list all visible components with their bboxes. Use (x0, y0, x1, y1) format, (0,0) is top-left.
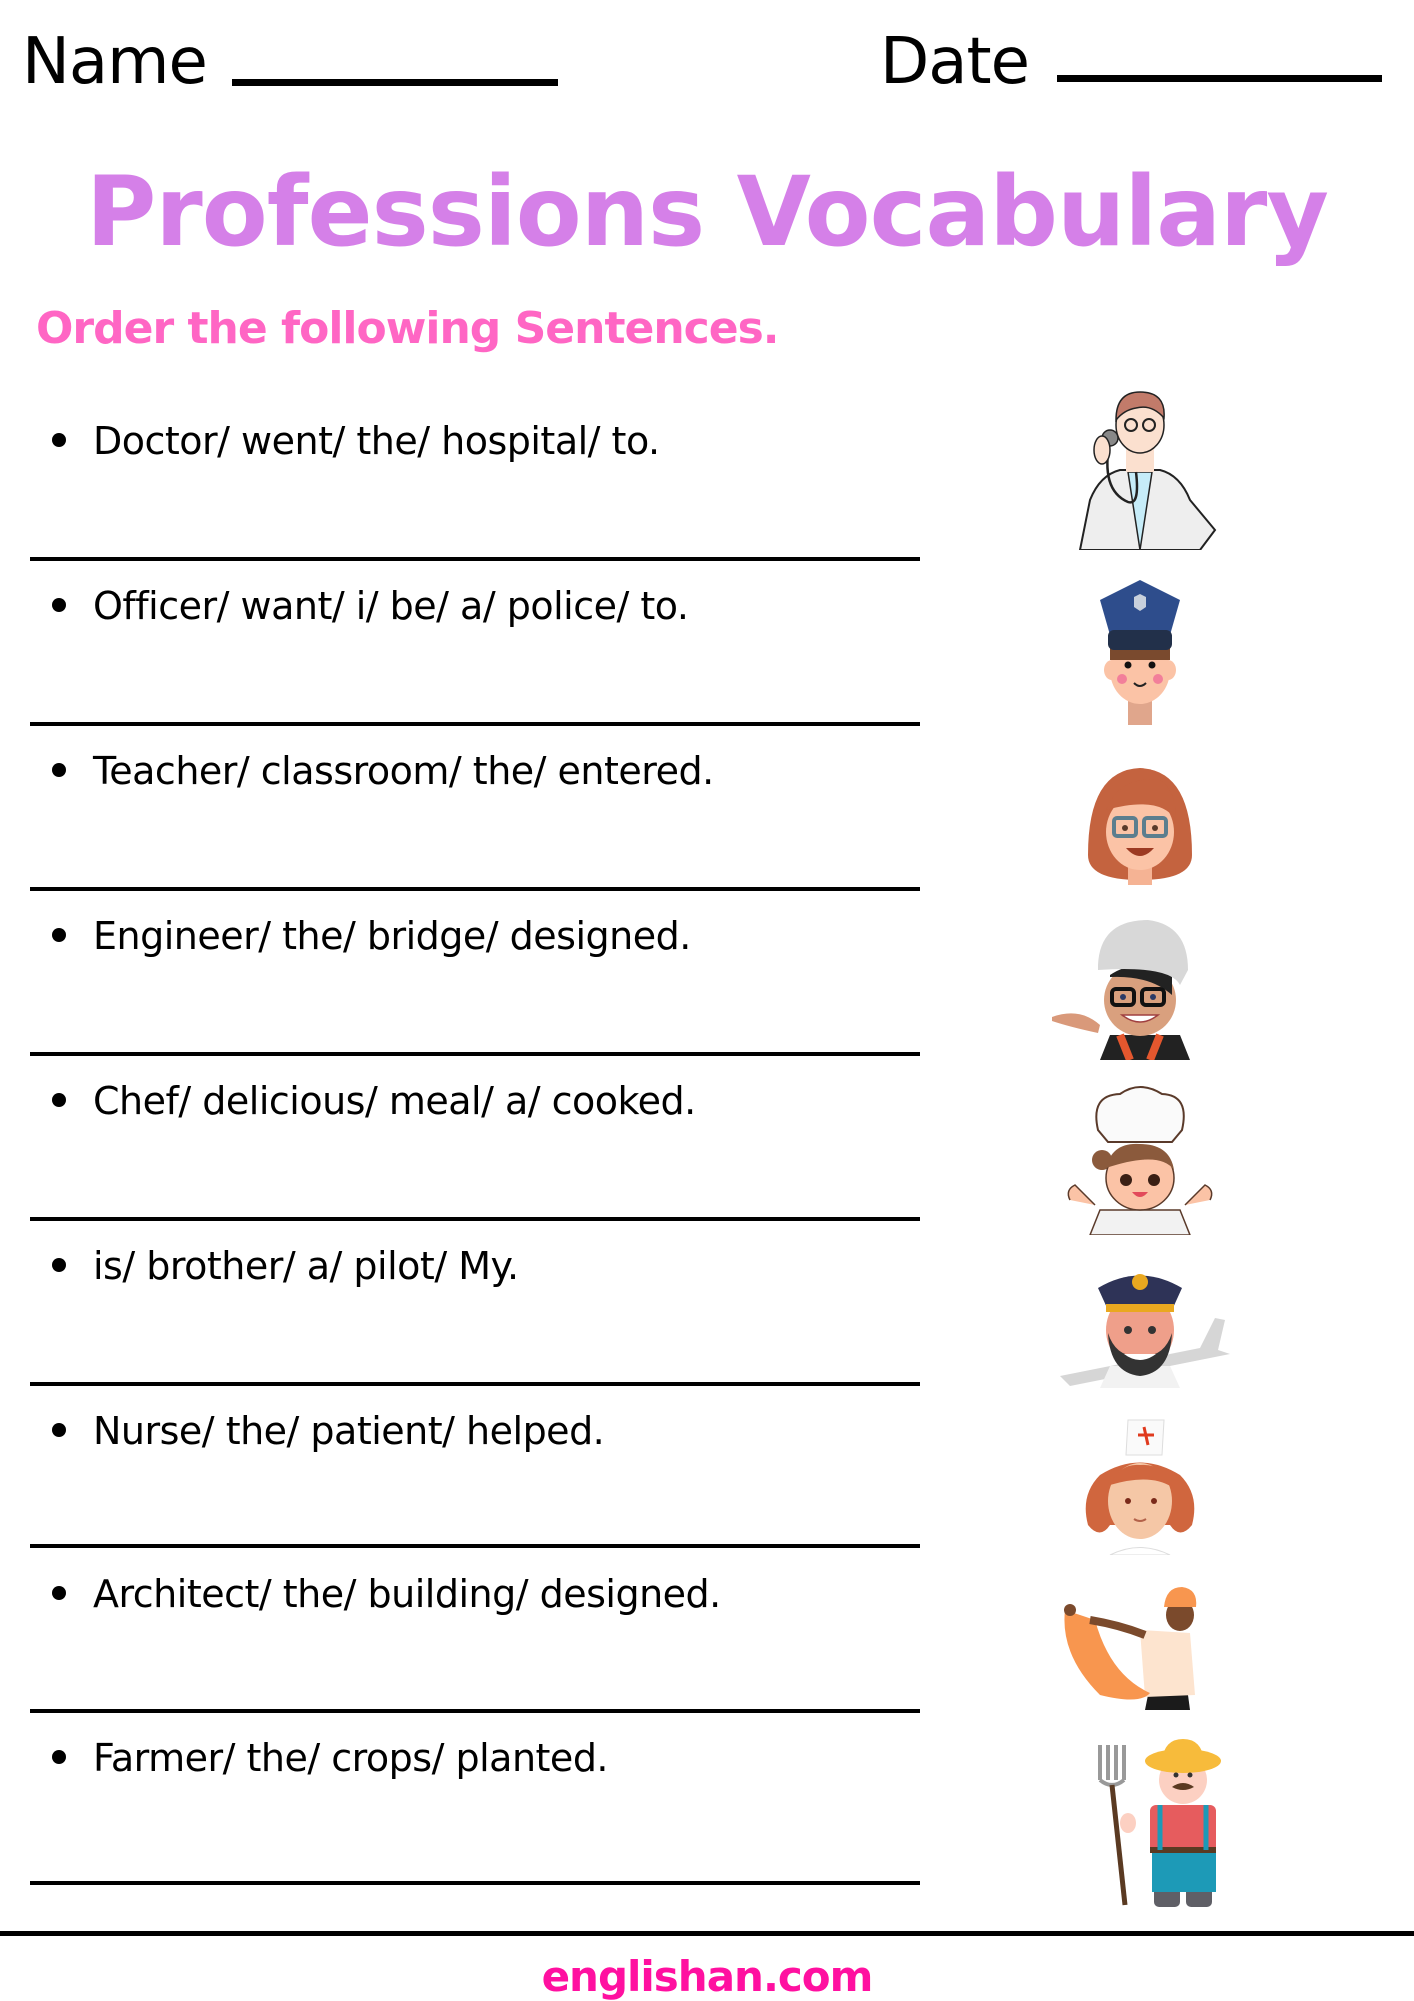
bullet-icon (52, 1750, 66, 1764)
bullet-icon (52, 1093, 66, 1107)
teacher-illustration-icon (1040, 750, 1240, 900)
name-label: Name (22, 25, 207, 99)
bullet-icon (52, 928, 66, 942)
answer-line[interactable] (30, 1881, 920, 1885)
question-text: Teacher/ classroom/ the/ entered. (93, 749, 714, 793)
police-officer-illustration-icon (1040, 575, 1240, 725)
bullet-icon (52, 433, 66, 447)
question-text: is/ brother/ a/ pilot/ My. (93, 1244, 519, 1288)
pilot-illustration-icon (1040, 1258, 1240, 1388)
question-item (30, 725, 920, 895)
question-item (30, 1712, 920, 1887)
question-item (30, 560, 920, 730)
question-text: Officer/ want/ i/ be/ a/ police/ to. (93, 584, 689, 628)
bullet-icon (52, 763, 66, 777)
name-field-line[interactable] (232, 79, 558, 86)
question-item (30, 1055, 920, 1225)
question-text: Engineer/ the/ bridge/ designed. (93, 914, 691, 958)
instruction-heading: Order the following Sentences. (36, 303, 779, 354)
bullet-icon (52, 1586, 66, 1600)
question-item (30, 395, 920, 565)
chef-illustration-icon (1040, 1080, 1240, 1235)
question-text: Nurse/ the/ patient/ helped. (93, 1409, 605, 1453)
page-title: Professions Vocabulary (86, 156, 1328, 268)
question-text: Doctor/ went/ the/ hospital/ to. (93, 419, 660, 463)
date-field-line[interactable] (1057, 75, 1382, 82)
bullet-icon (52, 1258, 66, 1272)
question-item (30, 1220, 920, 1390)
bullet-icon (52, 598, 66, 612)
question-item (30, 1548, 920, 1718)
footer-divider (0, 1931, 1414, 1936)
doctor-illustration-icon (1040, 380, 1240, 550)
architect-illustration-icon (1040, 1575, 1240, 1710)
date-label: Date (880, 25, 1029, 99)
farmer-illustration-icon (1040, 1735, 1240, 1910)
question-text: Farmer/ the/ crops/ planted. (93, 1736, 609, 1780)
nurse-illustration-icon (1040, 1415, 1240, 1555)
footer-website: englishan.com (541, 1952, 873, 2001)
question-item (30, 890, 920, 1060)
question-text: Chef/ delicious/ meal/ a/ cooked. (93, 1079, 696, 1123)
bullet-icon (52, 1423, 66, 1437)
engineer-illustration-icon (1040, 915, 1240, 1060)
question-item (30, 1385, 920, 1555)
question-text: Architect/ the/ building/ designed. (93, 1572, 721, 1616)
